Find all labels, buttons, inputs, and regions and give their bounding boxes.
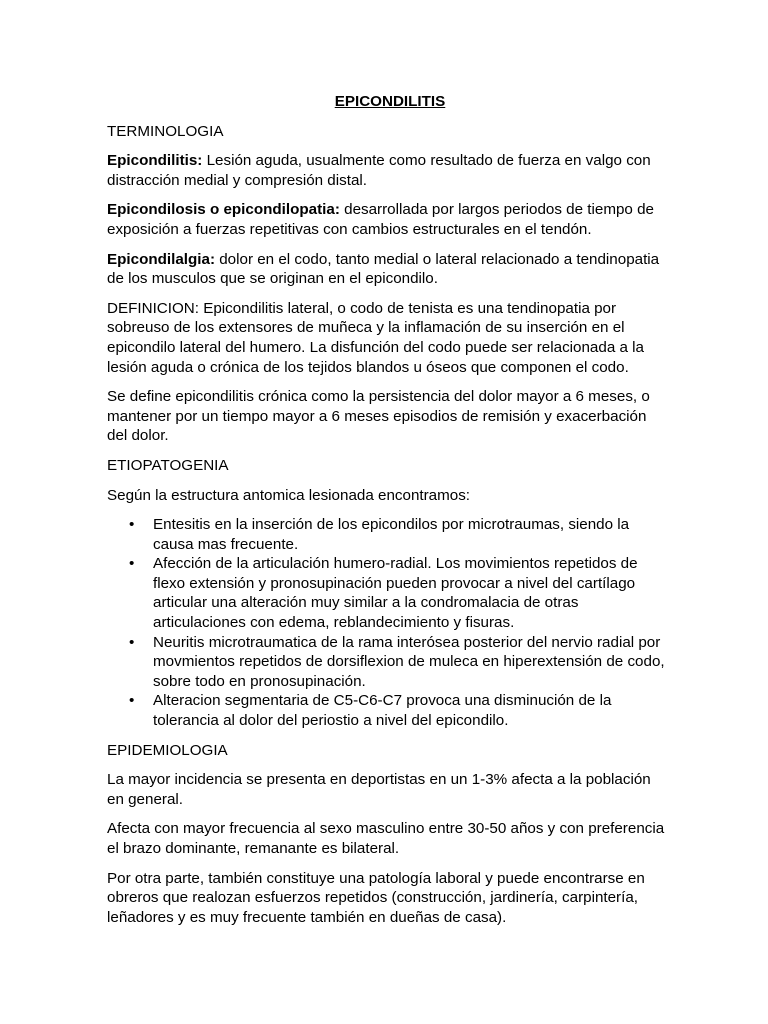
list-item-text: Afección de la articulación humero-radial. Los movimientos repetidos de flexo extensión y pronosupinación pueden provocar a nivel del cartílago articular una alteración muy similar a la condromalacia de otras articulaciones con edema, reblandecimiento y fisuras.: [153, 555, 638, 632]
term-definition-epicondilalgia: [107, 250, 667, 289]
epidemiology-paragraph: Por otra parte, también constituye una patología laboral y puede encontrarse en obreros que realozan esfuerzos repetidos (construcción, jardinería, carpintería, leñadores y es muy frecuente también en dueñas de casa).: [107, 869, 645, 926]
term-label: Epicondilosis o epicondilopatia:: [107, 201, 340, 219]
term-text: Lesión aguda, usualmente como resultado de fuerza en valgo con distracción medial y compresión distal.: [107, 152, 651, 189]
list-item-text: Alteracion segmentaria de C5-C6-C7 provoca una disminución de la tolerancia al dolor del periostio a nivel del epicondilo.: [153, 692, 612, 730]
section-heading-etiopathogenesis: ETIOPATOGENIA: [107, 456, 229, 474]
term-definition-epicondilosis: [107, 200, 667, 239]
epidemiology-paragraph: Afecta con mayor frecuencia al sexo masculino entre 30-50 años y con preferencia el brazo dominante, remanante es bilateral.: [107, 820, 665, 857]
etiopathogenesis-intro: Según la estructura antomica lesionada encontramos:: [107, 486, 471, 504]
chronic-definition-paragraph: Se define epicondilitis crónica como la persistencia del dolor mayor a 6 meses, o mantener por un tiempo mayor a 6 meses episodios de remisión y exacerbación del dolor.: [107, 388, 650, 445]
bullet-icon: •: [129, 555, 135, 573]
section-heading-epidemiology: EPIDEMIOLOGIA: [107, 741, 228, 759]
etiopathogenesis-list: [107, 515, 667, 731]
list-item: [107, 515, 667, 554]
bullet-icon: •: [129, 633, 135, 651]
list-item-text: Entesitis en la inserción de los epicondilos por microtraumas, siendo la causa mas frecuente.: [153, 516, 630, 553]
bullet-icon: •: [129, 516, 135, 534]
section-heading-terminology: TERMINOLOGIA: [107, 122, 224, 140]
document-title: EPICONDILITIS: [334, 93, 446, 110]
term-label: Epicondilitis:: [107, 152, 203, 170]
list-item: [107, 691, 667, 730]
bullet-icon: •: [129, 692, 135, 710]
list-item-text: Neuritis microtraumatica de la rama interósea posterior del nervio radial por movmientos repetidos de dorsiflexion de muleca en hiperextensión de codo, sobre todo en pronosupinación.: [153, 633, 665, 690]
term-label: Epicondilalgia:: [107, 250, 216, 268]
document-page: [107, 92, 667, 937]
term-text: dolor en el codo, tanto medial o lateral relacionado a tendinopatia de los musculos que se originan en el epicondilo.: [107, 250, 660, 288]
list-item: [107, 554, 667, 632]
term-text: desarrollada por largos periodos de tiempo de exposición a fuerzas repetitivas con cambios estructurales en el tendón.: [107, 201, 654, 238]
epidemiology-paragraph: La mayor incidencia se presenta en deportistas en un 1-3% afecta a la población en general.: [107, 771, 651, 808]
list-item: [107, 633, 667, 692]
term-definition-epicondilitis: [107, 151, 667, 190]
definition-paragraph: DEFINICION: Epicondilitis lateral, o codo de tenista es una tendinopatia por sobreuso de los extensores de muñeca y la inflamación de su inserción en el epicondilo lateral del humero. La disfunción del codo puede ser relacionada a la lesión aguda o crónica de los tejidos blandos u óseos que componen el codo.: [107, 299, 644, 376]
